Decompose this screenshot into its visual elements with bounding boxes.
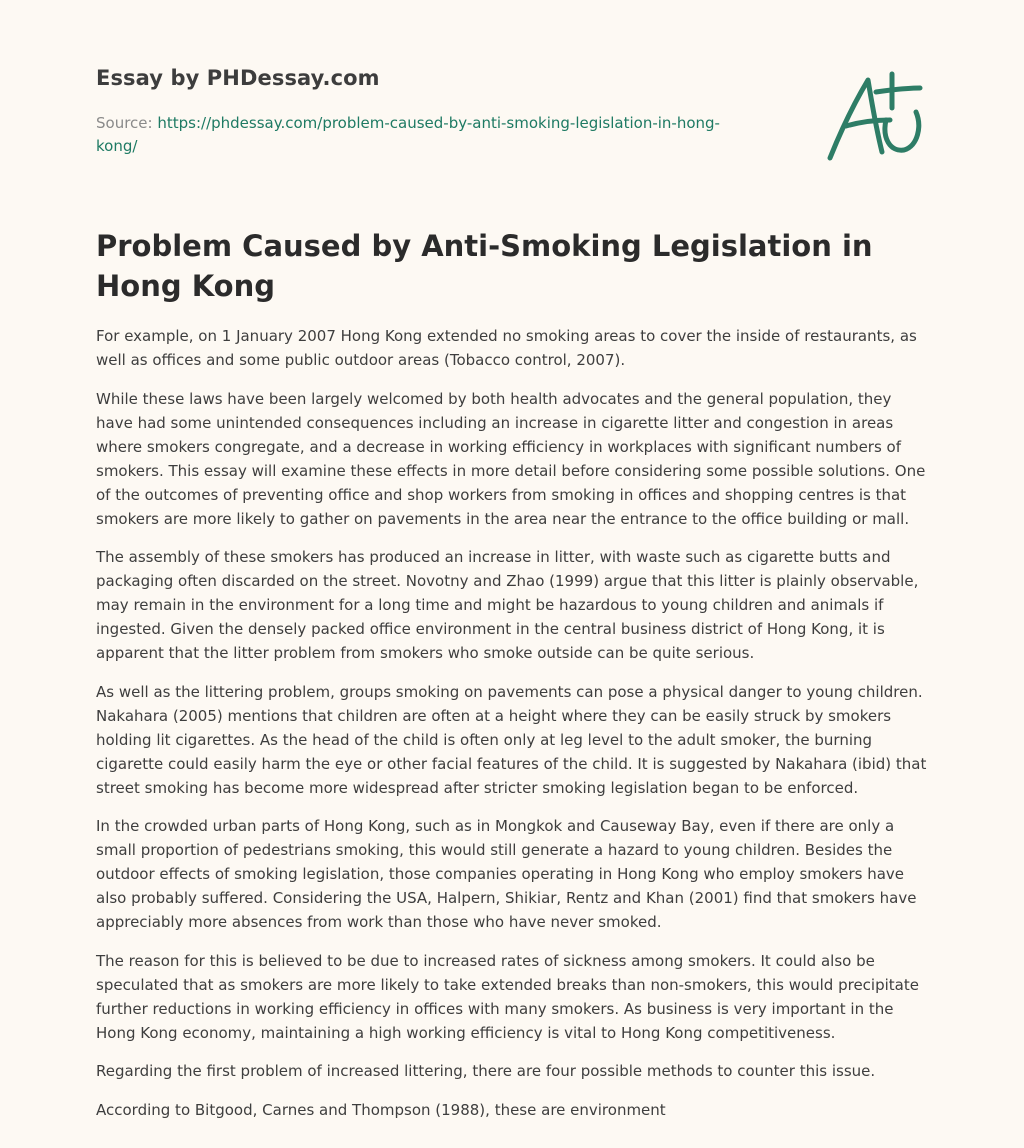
essay-paragraph: While these laws have been largely welcomed by both health advocates and the general population, they have had some unintended consequences including an increase in cigarette litter and congestion in areas where smokers congregate, and a decrease in working efficiency in workplaces with significant numbers of smokers. This essay will examine these effects in more detail before considering some possible solutions. One of the outcomes of preventing office and shop workers from smoking in offices and shopping centres is that smokers are more likely to gather on pavements in the area near the entrance to the office building or mall. [96, 389, 926, 528]
essay-paragraph: The assembly of these smokers has produced an increase in litter, with waste such as cigarette butts and packaging often discarded on the street. Novotny and Zhao (1999) argue that this litter is plainly observable, may remain in the environment for a long time and might be hazardous to young children and animals if ingested. Given the densely packed office environment in the central business district of Hong Kong, it is apparent that the litter problem from smokers who smoke outside can be quite serious. [96, 548, 919, 662]
essay-paragraph: Regarding the first problem of increased littering, there are four possible methods to counter this issue. [96, 1062, 876, 1080]
essay-paragraph: As well as the littering problem, groups smoking on pavements can pose a physical danger to young children. Nakahara (2005) mentions that children are often at a height where they can be easily struck by smokers holding lit cigarettes. As the head of the child is often only at leg level to the adult smoker, the burning cigarette could easily harm the eye or other facial features of the child. It is suggested by Nakahara (ibid) that street smoking has become more widespread after stricter smoking legislation began to be enforced. [96, 682, 927, 797]
essay-paragraph: In the crowded urban parts of Hong Kong, such as in Mongkok and Causeway Bay, even if there are only a small proportion of pedestrians smoking, this would still generate a hazard to young children. Besides the outdoor effects of smoking legislation, those companies operating in Hong Kong who employ smokers have also probably suffered. Considering the USA, Halpern, Shikiar, Rentz and Khan (2001) find that smokers have appreciably more absences from work than those who have never smoked. [96, 817, 917, 931]
essay-paragraph: The reason for this is believed to be due to increased rates of sickness among smokers. It could also be speculated that as smokers are more likely to take extended breaks than non-smokers, this would precipitate further reductions in working efficiency in offices with many smokers. As business is very important in the Hong Kong economy, maintaining a high working efficiency is vital to Hong Kong competitiveness. [96, 951, 919, 1042]
source-line [96, 112, 736, 158]
essay-title: Problem Caused by Anti-Smoking Legislation in Hong Kong [96, 229, 873, 303]
site-brand: Essay by PHDessay.com [96, 66, 380, 90]
source-link[interactable]: https://phdessay.com/problem-caused-by-anti-smoking-legislation-in-hong-kong/ [96, 114, 720, 155]
essay-body [96, 324, 932, 1136]
a-plus-grade-icon [826, 70, 926, 166]
source-label: Source: [96, 114, 153, 132]
essay-paragraph: For example, on 1 January 2007 Hong Kong extended no smoking areas to cover the inside of restaurants, as well as offices and some public outdoor areas (Tobacco control, 2007). [96, 327, 917, 369]
essay-paragraph: According to Bitgood, Carnes and Thompson (1988), these are environment [96, 1100, 666, 1119]
